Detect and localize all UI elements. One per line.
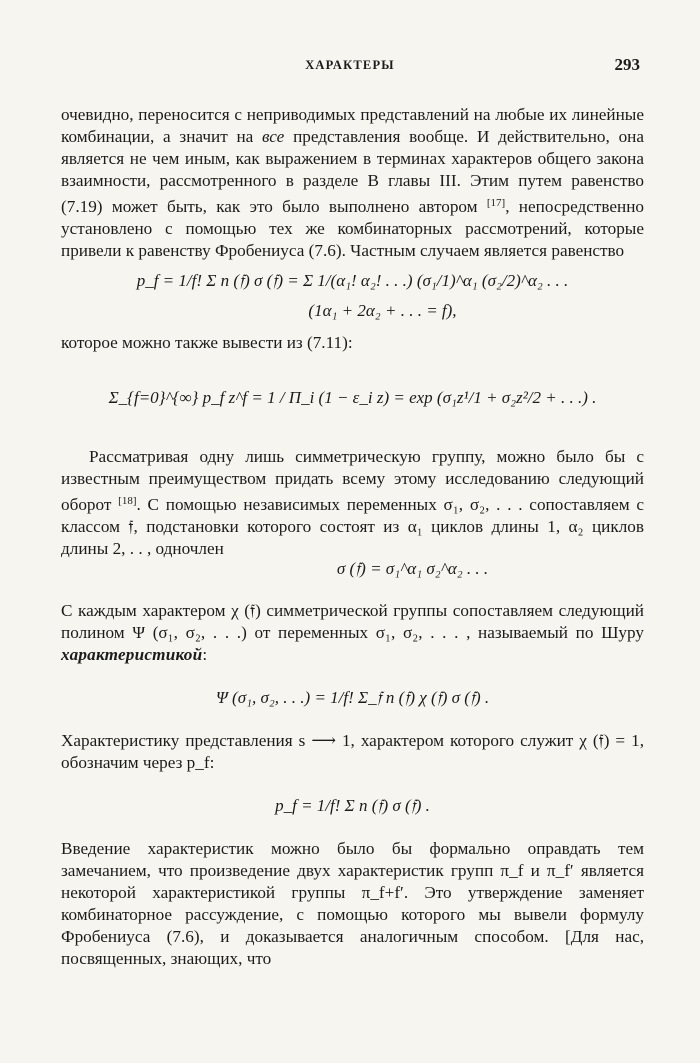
paragraph-1-text-a: очевидно, переносится с неприводимых представлений на любые их линейные комбинации, а значит на — [61, 105, 644, 146]
formula-4: Ψ (σ₁, σ₂, . . .) = 1/f! Σ_𝔣 n (𝔣) χ (𝔣) σ (𝔣) . — [215, 688, 490, 707]
formula-1-line-1: p_f = 1/f! Σ n (𝔣) σ (𝔣) = Σ 1/(α₁! α₂! . . .) (σ₁/1)^α₁ (σ₂/2)^α₂ . . . — [136, 271, 569, 290]
paragraph-4-emphasis: характеристикой — [61, 645, 203, 664]
paragraph-1-text-c: , непосредственно установлено с помощью тех же комбинаторных рассмотрений, которые привели к равенству Фробениуса (7.6). Частным случаем является равенство — [61, 197, 644, 260]
paragraph-5: Характеристику представления s ⟶ 1, характером которого служит χ (𝔣) = 1, обозначим через p_f: — [61, 731, 644, 772]
formula-trivial-characteristic — [61, 786, 644, 826]
paragraph-4-text-b: : — [202, 645, 208, 664]
paragraph-3-text-b: . С помощью независимых переменных σ₁, σ₂, . . . сопоставляем с классом 𝔣, подстановки которого состоят из α₁ циклов длины 1, α₂ циклов длины 2, . . , одночлен — [61, 495, 644, 558]
reference-18: [18] — [118, 495, 137, 507]
formula-2: Σ_{f=0}^{∞} p_f z^f = 1 / Π_i (1 − ε_i z) = exp (σ₁z¹/1 + σ₂z²/2 + . . .) . — [108, 388, 597, 407]
formula-5: p_f = 1/f! Σ n (𝔣) σ (𝔣) . — [275, 796, 430, 815]
paragraph-3 — [61, 446, 644, 560]
paragraph-6: Введение характеристик можно было бы формально оправдать тем замечанием, что произведение двух характеристик групп π_f и π_f′ является некоторой характеристикой группы π_f+f′. Это утверждение заменяет комбинаторное рассуждение, с помощью которого мы вывели формулу Фробениуса (7.6), и доказывается аналогичным способом. [Для нас, посвященных, знающих, что — [61, 839, 644, 968]
formula-3: σ (𝔣) = σ₁^α₁ σ₂^α₂ . . . — [336, 559, 489, 578]
page-body — [61, 104, 644, 970]
paragraph-1 — [61, 104, 644, 262]
paragraph-3-text-a: Рассматривая одну лишь симметрическую группу, можно было бы с известным преимуществом придать всему этому исследованию следующий оборот — [61, 447, 644, 514]
paragraph-4 — [61, 600, 644, 666]
paragraph-1-text-b: представления вообще. И действительно, она является не чем иным, как выражением в терминах характеров общего закона взаимности, рассмотренного в разделе В главы III. Этим путем равенство (7.19) может быть, как это было выполнено автором — [61, 127, 644, 216]
reference-17: [17] — [486, 197, 506, 209]
formula-1-line-2: (1α₁ + 2α₂ + . . . = f), — [308, 301, 457, 320]
formula-characteristic — [61, 678, 644, 718]
formula-frobenius-special-case — [61, 270, 644, 300]
paragraph-1-emphasis: все — [262, 127, 285, 146]
paragraph-2: которое можно также вывести из (7.11): — [61, 333, 353, 352]
formula-1-condition — [121, 300, 644, 322]
running-title: ХАРАКТЕРЫ — [305, 58, 395, 72]
formula-monomial — [61, 558, 644, 580]
formula-generating-function — [61, 372, 644, 424]
page-header — [60, 52, 640, 82]
page-number: 293 — [614, 55, 640, 74]
paragraph-4-text-a: С каждым характером χ (𝔣) симметрической группы сопоставляем следующий полином Ψ (σ₁, σ₂, . . .) от переменных σ₁, σ₂, . . . , называемый по Шуру — [61, 601, 644, 642]
